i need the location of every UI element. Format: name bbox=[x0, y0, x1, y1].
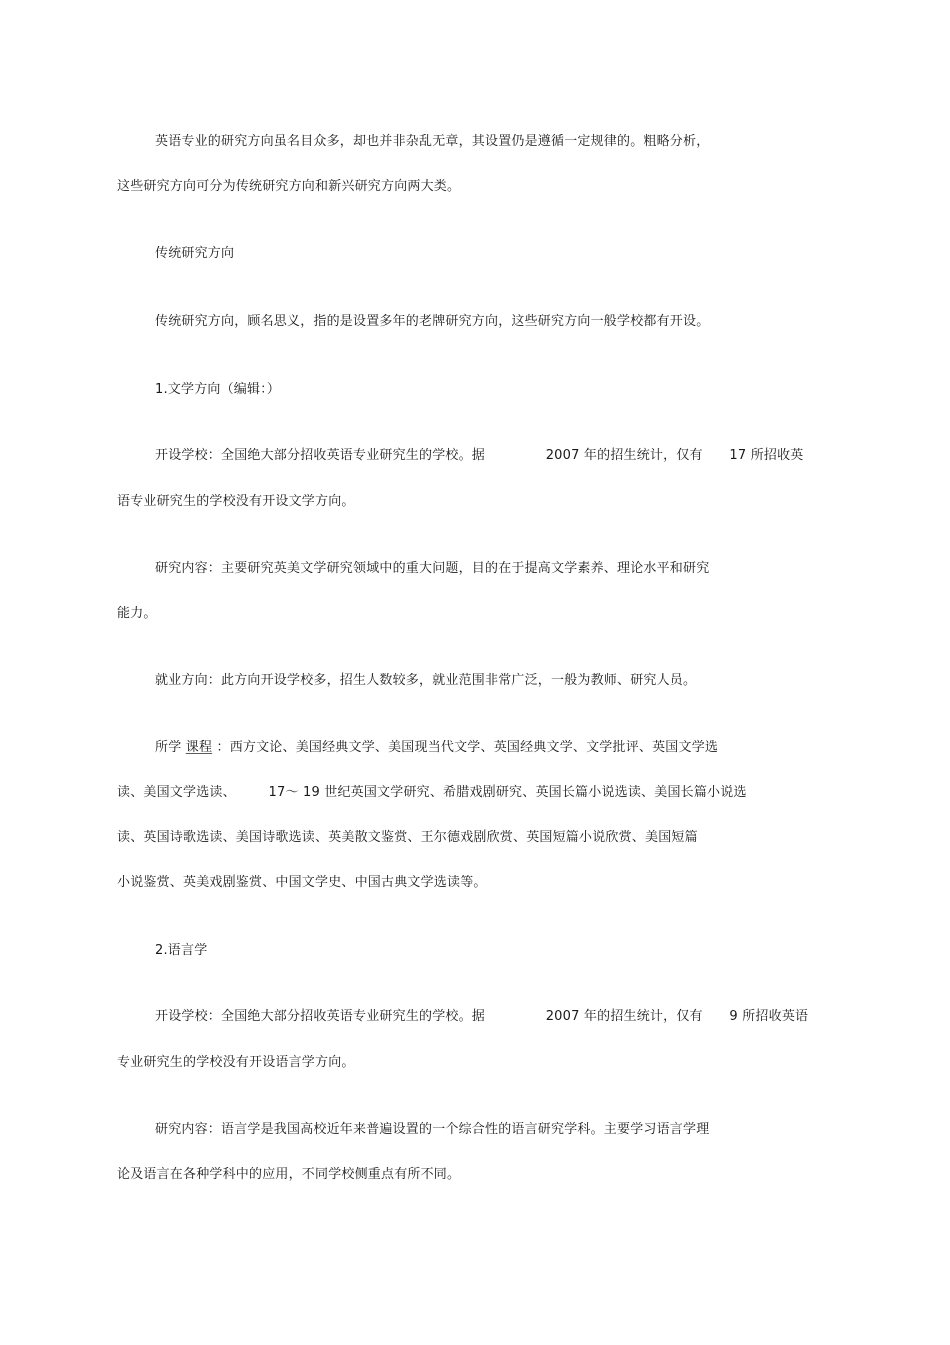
literature-content-line-1: 研究内容：主要研究英美文学研究领域中的重大问题，目的在于提高文学素养、理论水平和研究 bbox=[155, 561, 710, 576]
courses-part-a: 读、美国文学选读、 bbox=[117, 785, 236, 800]
literature-courses-line-2 bbox=[117, 784, 747, 802]
linguistics-schools-part-b: 2007 年的招生统计，仅有 bbox=[545, 1009, 703, 1024]
literature-courses-line-1 bbox=[155, 739, 718, 757]
literature-courses-line-3: 读、英国诗歌选读、美国诗歌选读、英美散文鉴赏、王尔德戏剧欣赏、英国短篇小说欣赏、美国短篇 bbox=[117, 830, 698, 845]
linguistics-schools-line-2: 专业研究生的学校没有开设语言学方向。 bbox=[117, 1055, 355, 1070]
intro-paragraph-line-1: 英语专业的研究方向虽名目众多，却也并非杂乱无章，其设置仍是遵循一定规律的。粗略分析， bbox=[155, 134, 710, 149]
courses-part-b: 17～ 19 世纪英国文学研究、希腊戏剧研究、英国长篇小说选读、美国长篇小说选 bbox=[268, 785, 747, 800]
literature-schools-line-2: 语专业研究生的学校没有开设文学方向。 bbox=[117, 494, 355, 509]
linguistics-schools-line-1 bbox=[155, 1008, 808, 1026]
literature-schools-line-1 bbox=[155, 447, 804, 465]
literature-courses-line-4: 小说鉴赏、英美戏剧鉴赏、中国文学史、中国古典文学选读等。 bbox=[117, 875, 487, 890]
literature-content-line-2: 能力。 bbox=[117, 606, 157, 621]
courses-list-start: ：西方文论、美国经典文学、美国现当代文学、英国经典文学、文学批评、英国文学选 bbox=[216, 740, 719, 755]
linguistics-schools-part-c: 9 所招收英语 bbox=[729, 1009, 809, 1024]
literature-schools-part-c: 17 所招收英 bbox=[729, 448, 804, 463]
literature-jobs: 就业方向：此方向开设学校多，招生人数较多，就业范围非常广泛，一般为教师、研究人员。 bbox=[155, 673, 697, 688]
courses-link[interactable]: 课程 bbox=[185, 740, 213, 755]
literature-schools-part-a: 开设学校：全国绝大部分招收英语专业研究生的学校。据 bbox=[155, 448, 486, 463]
heading-literature: 1.文学方向（编辑：） bbox=[155, 382, 281, 397]
linguistics-content-line-2: 论及语言在各种学科中的应用，不同学校侧重点有所不同。 bbox=[117, 1167, 461, 1182]
courses-prefix: 所学 bbox=[155, 740, 182, 755]
intro-paragraph-line-2: 这些研究方向可分为传统研究方向和新兴研究方向两大类。 bbox=[117, 179, 461, 194]
heading-linguistics: 2.语言学 bbox=[155, 943, 208, 958]
literature-schools-part-b: 2007 年的招生统计，仅有 bbox=[545, 448, 703, 463]
linguistics-content-line-1: 研究内容：语言学是我国高校近年来普遍设置的一个综合性的语言研究学科。主要学习语言学理 bbox=[155, 1122, 710, 1137]
heading-traditional-directions: 传统研究方向 bbox=[155, 246, 235, 261]
traditional-paragraph: 传统研究方向，顾名思义，指的是设置多年的老牌研究方向，这些研究方向一般学校都有开设。 bbox=[155, 314, 710, 329]
linguistics-schools-part-a: 开设学校：全国绝大部分招收英语专业研究生的学校。据 bbox=[155, 1009, 486, 1024]
